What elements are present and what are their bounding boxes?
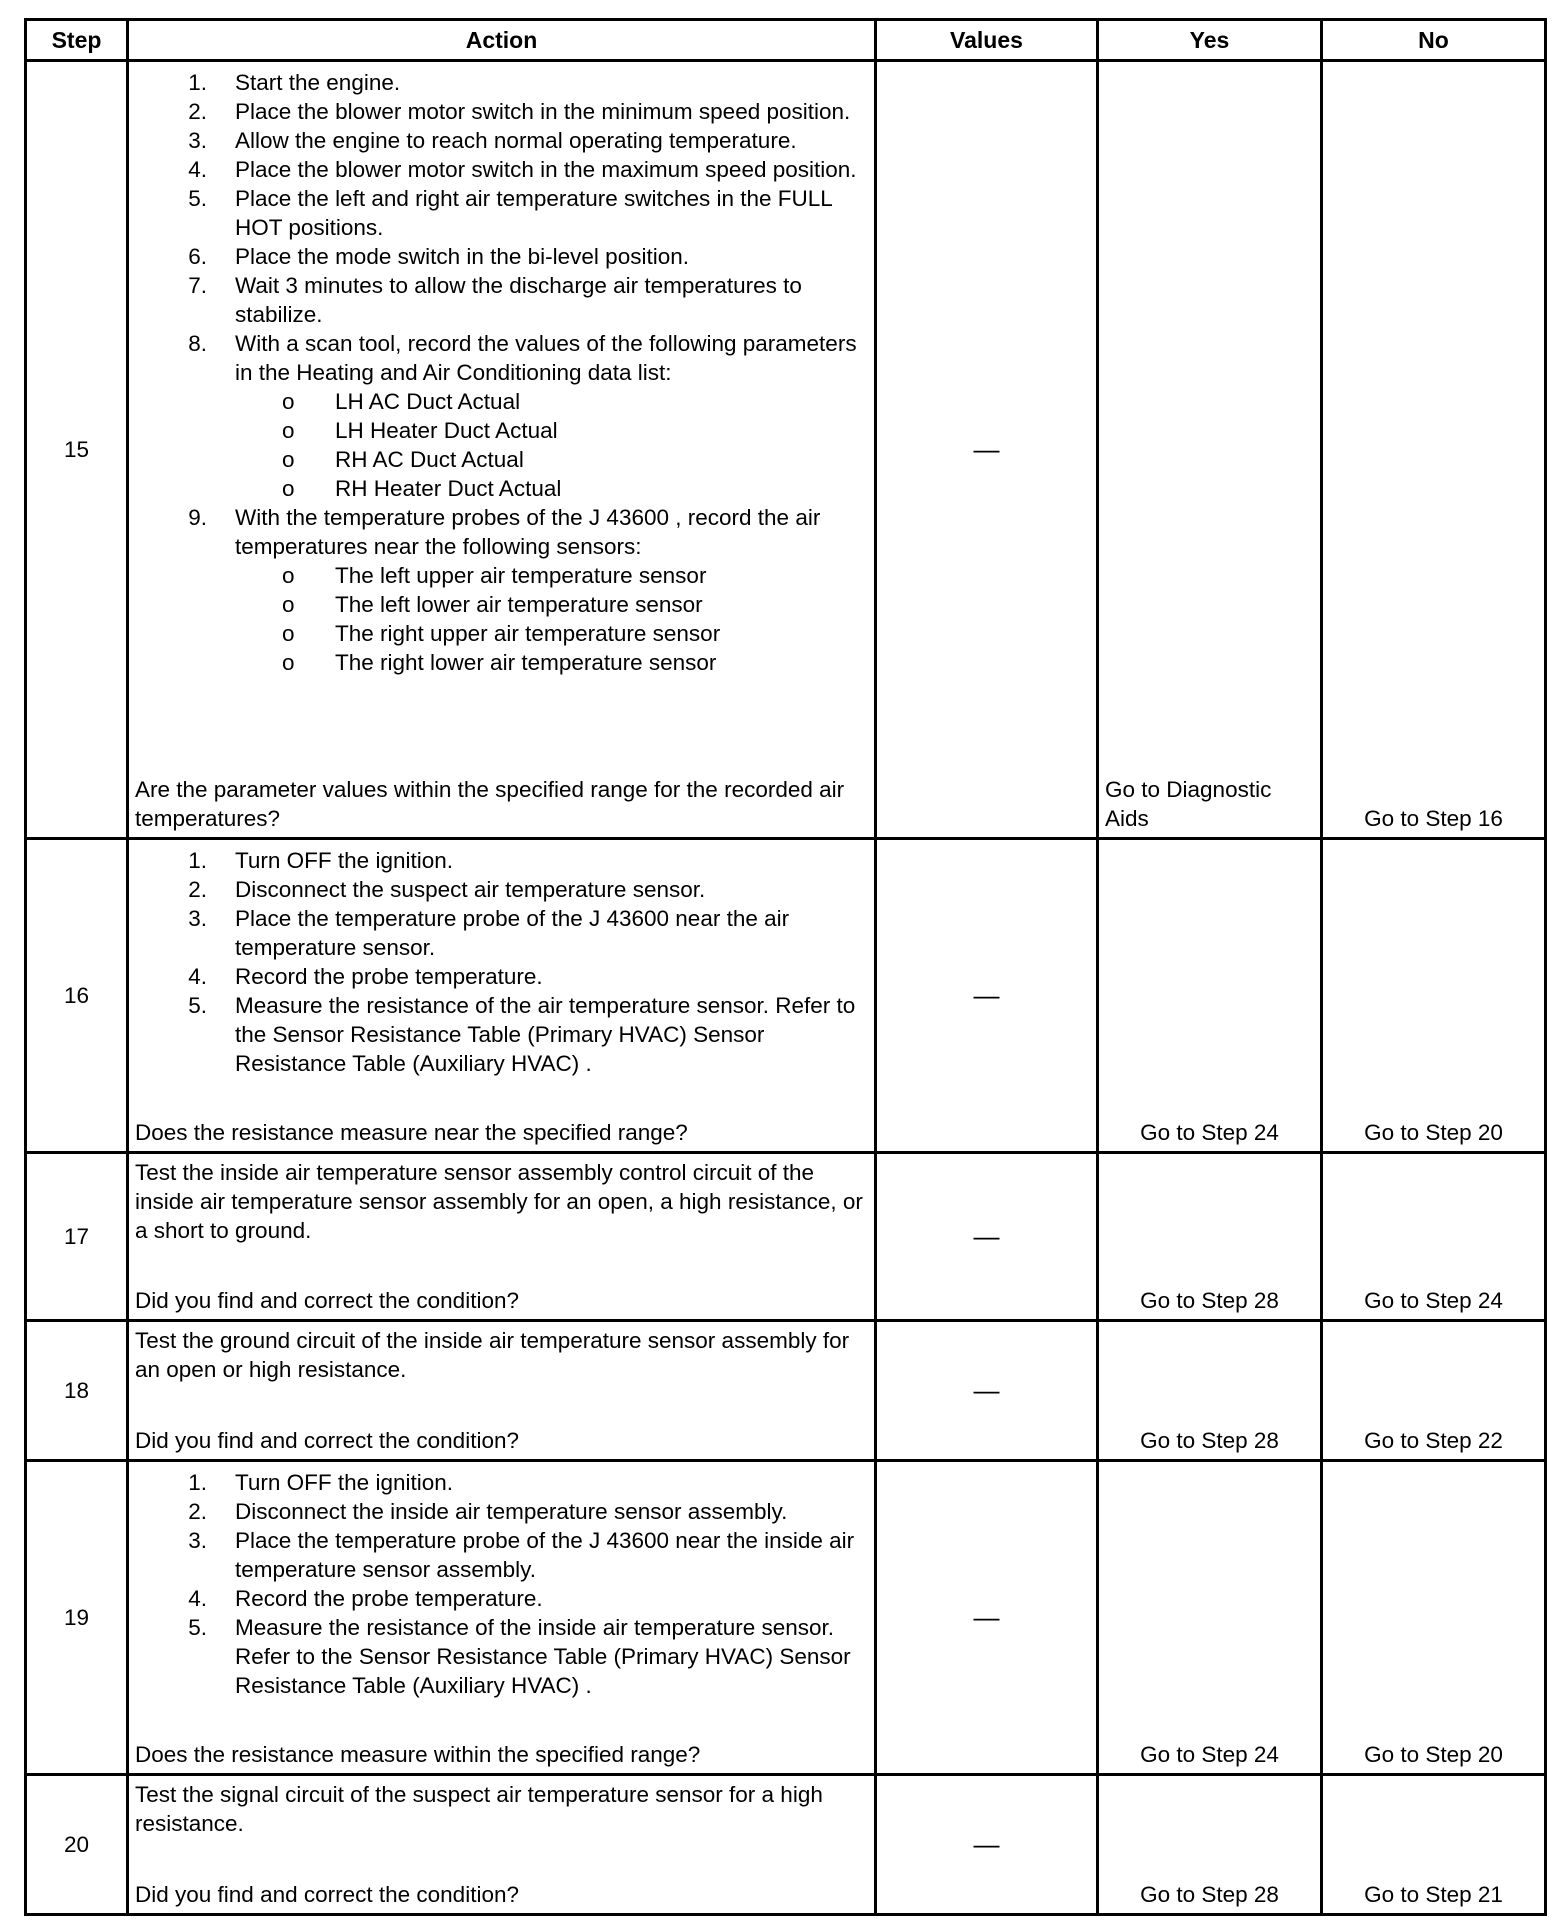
sub-list-text: LH Heater Duct Actual (335, 418, 558, 443)
circle-bullet-icon: o (282, 563, 295, 588)
procedure-list (129, 62, 874, 677)
question-text: Did you find and correct the condition? (135, 1428, 519, 1453)
step-number: 19 (26, 1461, 128, 1775)
sub-list-text: The left upper air temperature sensor (335, 563, 707, 588)
procedure-step (129, 1613, 868, 1700)
procedure-step (129, 271, 868, 329)
action-cell (128, 61, 876, 839)
procedure-step (129, 1584, 868, 1613)
no-cell (1322, 61, 1546, 839)
header-step: Step (26, 20, 128, 61)
procedure-step (129, 155, 868, 184)
sub-list-text: The left lower air temperature sensor (335, 592, 703, 617)
procedure-step-number: 5. (188, 186, 207, 211)
values-cell: — (876, 1153, 1098, 1321)
yes-result-link: Go to Step 28 (1140, 1428, 1279, 1453)
table-row (26, 61, 1546, 839)
procedure-step-number: 1. (188, 1470, 207, 1495)
procedure-step-text: With a scan tool, record the values of the following parameters in the Heating and Air Conditioning data list: (235, 331, 857, 385)
procedure-step-text: With the temperature probes of the J 43600 , record the air temperatures near the following sensors: (235, 505, 821, 559)
procedure-step-text: Wait 3 minutes to allow the discharge air temperatures to stabilize. (235, 273, 802, 327)
procedure-step (129, 68, 868, 97)
action-text: Test the ground circuit of the inside air temperature sensor assembly for an open or high resistance. (135, 1328, 850, 1382)
procedure-step-text: Place the temperature probe of the J 43600 near the inside air temperature sensor assembly. (235, 1528, 855, 1582)
sub-list-item (129, 445, 868, 474)
sub-list-item (129, 387, 868, 416)
procedure-step-number: 4. (188, 1586, 207, 1611)
procedure-step-text: Place the temperature probe of the J 43600 near the air temperature sensor. (235, 906, 790, 960)
no-cell (1322, 1321, 1546, 1461)
action-text: Test the inside air temperature sensor assembly control circuit of the inside air temperature sensor assembly for an open, a high resistance, or a short to ground. (135, 1160, 863, 1243)
sub-list-text: LH AC Duct Actual (335, 389, 521, 414)
question-text: Did you find and correct the condition? (135, 1288, 519, 1313)
procedure-step-number: 6. (188, 244, 207, 269)
procedure-step-number: 2. (188, 1499, 207, 1524)
procedure-step-text: Record the probe temperature. (235, 964, 543, 989)
procedure-step-number: 4. (188, 964, 207, 989)
table-row (26, 1775, 1546, 1915)
yes-cell (1098, 1461, 1322, 1775)
question-text: Did you find and correct the condition? (135, 1882, 519, 1907)
table-row (26, 1321, 1546, 1461)
sub-list-item (129, 474, 868, 503)
procedure-step (129, 875, 868, 904)
procedure-step (129, 329, 868, 503)
sub-list-item (129, 416, 868, 445)
no-cell (1322, 1461, 1546, 1775)
no-result-link: Go to Step 20 (1364, 1120, 1503, 1145)
procedure-step-number: 5. (188, 993, 207, 1018)
header-values: Values (876, 20, 1098, 61)
procedure-step-number: 5. (188, 1615, 207, 1640)
values-cell: — (876, 1461, 1098, 1775)
procedure-step-number: 2. (188, 99, 207, 124)
circle-bullet-icon: o (282, 476, 295, 501)
procedure-step-number: 4. (188, 157, 207, 182)
table-row (26, 1153, 1546, 1321)
table-row (26, 1461, 1546, 1775)
diagnostic-table (24, 18, 1547, 1916)
sub-list (235, 561, 868, 677)
no-result-link: Go to Step 20 (1364, 1742, 1503, 1767)
procedure-step (129, 126, 868, 155)
procedure-step (129, 184, 868, 242)
sub-list-item (129, 590, 868, 619)
sub-list-text: The right upper air temperature sensor (335, 621, 721, 646)
values-cell: — (876, 1775, 1098, 1915)
yes-cell (1098, 1321, 1322, 1461)
sub-list-text: The right lower air temperature sensor (335, 650, 717, 675)
action-cell (128, 1321, 876, 1461)
procedure-step-text: Measure the resistance of the air temperature sensor. Refer to the Sensor Resistance Table (Primary HVAC) Sensor Resistance Table (Auxiliary HVAC) . (235, 993, 856, 1076)
no-result-link: Go to Step 22 (1364, 1428, 1503, 1453)
procedure-step (129, 97, 868, 126)
procedure-step-number: 2. (188, 877, 207, 902)
procedure-step (129, 242, 868, 271)
step-number: 17 (26, 1153, 128, 1321)
procedure-step-text: Disconnect the inside air temperature sensor assembly. (235, 1499, 788, 1524)
yes-cell (1098, 1775, 1322, 1915)
procedure-step (129, 991, 868, 1078)
header-action: Action (128, 20, 876, 61)
yes-result-link: Go to Step 24 (1140, 1120, 1279, 1145)
header-yes: Yes (1098, 20, 1322, 61)
procedure-step-text: Record the probe temperature. (235, 1586, 543, 1611)
no-result-link: Go to Step 24 (1364, 1288, 1503, 1313)
action-cell (128, 839, 876, 1153)
sub-list-item (129, 648, 868, 677)
table-body (26, 61, 1546, 1915)
yes-result-link: Go to Diagnostic Aids (1105, 777, 1272, 831)
procedure-step (129, 904, 868, 962)
yes-cell (1098, 839, 1322, 1153)
procedure-step-number: 3. (188, 128, 207, 153)
no-cell (1322, 1775, 1546, 1915)
action-text: Test the signal circuit of the suspect air temperature sensor for a high resistance. (135, 1782, 823, 1836)
procedure-step-text: Start the engine. (235, 70, 401, 95)
circle-bullet-icon: o (282, 389, 295, 414)
values-cell: — (876, 839, 1098, 1153)
question-text: Does the resistance measure near the specified range? (135, 1120, 688, 1145)
sub-list-item (129, 561, 868, 590)
values-cell: — (876, 1321, 1098, 1461)
procedure-step-number: 3. (188, 1528, 207, 1553)
yes-cell (1098, 61, 1322, 839)
procedure-step (129, 1497, 868, 1526)
question-text: Are the parameter values within the specified range for the recorded air temperatures? (135, 777, 845, 831)
step-number: 16 (26, 839, 128, 1153)
procedure-step-text: Place the mode switch in the bi-level position. (235, 244, 689, 269)
values-cell: — (876, 61, 1098, 839)
question-text: Does the resistance measure within the specified range? (135, 1742, 701, 1767)
yes-cell (1098, 1153, 1322, 1321)
yes-result-link: Go to Step 28 (1140, 1288, 1279, 1313)
sub-list-item (129, 619, 868, 648)
no-result-link: Go to Step 16 (1364, 806, 1503, 831)
procedure-step-number: 9. (188, 505, 207, 530)
procedure-step-number: 7. (188, 273, 207, 298)
procedure-step-text: Turn OFF the ignition. (235, 848, 454, 873)
yes-result-link: Go to Step 24 (1140, 1742, 1279, 1767)
circle-bullet-icon: o (282, 592, 295, 617)
procedure-step-number: 3. (188, 906, 207, 931)
procedure-list (129, 840, 874, 1078)
procedure-step-number: 1. (188, 70, 207, 95)
header-no: No (1322, 20, 1546, 61)
no-cell (1322, 1153, 1546, 1321)
table-row (26, 839, 1546, 1153)
sub-list-text: RH Heater Duct Actual (335, 476, 562, 501)
procedure-step (129, 1468, 868, 1497)
procedure-step (129, 962, 868, 991)
procedure-list (129, 1462, 874, 1700)
procedure-step-text: Turn OFF the ignition. (235, 1470, 454, 1495)
procedure-step-text: Disconnect the suspect air temperature sensor. (235, 877, 706, 902)
no-result-link: Go to Step 21 (1364, 1882, 1503, 1907)
procedure-step-text: Place the blower motor switch in the minimum speed position. (235, 99, 851, 124)
procedure-step-number: 8. (188, 331, 207, 356)
yes-result-link: Go to Step 28 (1140, 1882, 1279, 1907)
action-cell (128, 1775, 876, 1915)
procedure-step-number: 1. (188, 848, 207, 873)
action-cell (128, 1153, 876, 1321)
circle-bullet-icon: o (282, 621, 295, 646)
procedure-step (129, 846, 868, 875)
action-cell (128, 1461, 876, 1775)
procedure-step-text: Measure the resistance of the inside air temperature sensor. Refer to the Sensor Resistance Table (Primary HVAC) Sensor Resistance Table (Auxiliary HVAC) . (235, 1615, 851, 1698)
procedure-step-text: Place the blower motor switch in the maximum speed position. (235, 157, 857, 182)
step-number: 20 (26, 1775, 128, 1915)
sub-list-text: RH AC Duct Actual (335, 447, 524, 472)
step-number: 18 (26, 1321, 128, 1461)
procedure-step-text: Allow the engine to reach normal operating temperature. (235, 128, 797, 153)
sub-list (235, 387, 868, 503)
circle-bullet-icon: o (282, 650, 295, 675)
no-cell (1322, 839, 1546, 1153)
header-row (26, 20, 1546, 61)
procedure-step-text: Place the left and right air temperature switches in the FULL HOT positions. (235, 186, 832, 240)
procedure-step (129, 1526, 868, 1584)
circle-bullet-icon: o (282, 418, 295, 443)
step-number: 15 (26, 61, 128, 839)
circle-bullet-icon: o (282, 447, 295, 472)
procedure-step (129, 503, 868, 677)
